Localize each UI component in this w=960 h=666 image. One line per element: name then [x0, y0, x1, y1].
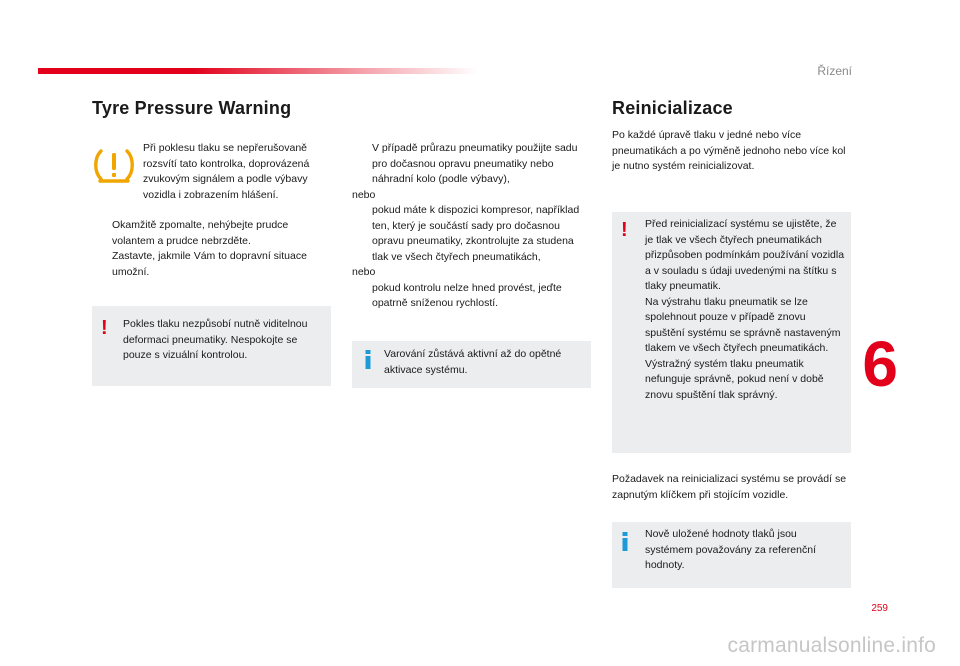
header-accent-bar: [38, 68, 478, 74]
tyre-pressure-warning-icon: [92, 145, 136, 187]
list-item: pokud kontrolu nelze hned provést, jeďte opatrně sníženou rychlostí.: [352, 281, 592, 312]
watermark: carmanualsonline.info: [727, 634, 936, 657]
right-warning-box: [612, 212, 851, 453]
info-icon: [622, 532, 628, 556]
list-item: Zastavte, jakmile Vám to dopravní situace umožní.: [92, 249, 332, 280]
bullet-icon: [92, 249, 112, 280]
warning-exclamation-icon: !: [621, 219, 628, 241]
chapter-number: 6: [862, 328, 898, 400]
middle-info-text: Varování zůstává aktivní až do opětné aktivace systému.: [384, 348, 562, 376]
bullet-icon: [92, 218, 112, 249]
right-title: Reinicializace: [612, 98, 733, 118]
list-item: Okamžitě zpomalte, nehýbejte prudce volantem a prudce nebrzděte.: [92, 218, 332, 249]
middle-bullet-list: [352, 141, 592, 312]
list-item: pokud máte k dispozici kompresor, například ten, který je součástí sady pro dočasnou opravu pneumatiky, zkontrolujte za studena tlak ve všech čtyřech pneumatikách,: [352, 203, 592, 265]
right-warning-text: Před reinicializací systému se ujistěte, že je tlak ve všech čtyřech pneumatikách přizpůsoben podmínkám používání vozidla a v souladu s údaji uvedenými na štítku s tlaky pneumatik. Na výstrahu tlaku pneumatik se lze spolehnout pouze v případě znovu spuštění systému se správně nastaveným tlakem ve všech čtyřech pneumatikách. Výstražný systém tlaku pneumatik nefunguje správně, pokud není v době znovu spuštění tlak správný.: [645, 218, 845, 401]
left-warning-box: [92, 306, 331, 386]
right-info-box: [612, 522, 851, 588]
right-paragraph: Požadavek na reinicializaci systému se provádí se zapnutým klíčkem při stojícím vozidle.: [612, 473, 847, 501]
bullet-icon: [352, 203, 372, 265]
page-number: 259: [871, 603, 888, 614]
middle-info-box: [352, 341, 591, 388]
left-title: Tyre Pressure Warning: [92, 98, 292, 118]
left-bullet-list: [92, 218, 332, 280]
or-label: nebo: [352, 188, 376, 201]
left-warning-text: Pokles tlaku nezpůsobí nutně viditelnou deformaci pneumatiky. Nespokojte se pouze s vizuální kontrolou.: [123, 318, 308, 361]
right-info-text: Nově uložené hodnoty tlaků jsou systémem považovány za referenční hodnoty.: [645, 528, 816, 571]
left-intro: Při poklesu tlaku se nepřerušovaně rozsvítí tato kontrolka, doprovázená zvukovým signálem a podle výbavy vozidla i zobrazením hlášení.: [143, 142, 310, 201]
list-item: V případě průrazu pneumatiky použijte sadu pro dočasnou opravu pneumatiky nebo náhradní kolo (podle výbavy),: [352, 141, 592, 188]
bullet-icon: [352, 281, 372, 312]
info-icon: [365, 350, 371, 374]
or-label: nebo: [352, 266, 376, 278]
warning-exclamation-icon: !: [101, 317, 108, 339]
right-intro: Po každé úpravě tlaku v jedné nebo více pneumatikách a po výměně jednoho nebo více kol je nutno systém reinicializovat.: [612, 129, 846, 172]
chapter-title: Řízení: [817, 64, 852, 78]
bullet-icon: [352, 141, 372, 188]
